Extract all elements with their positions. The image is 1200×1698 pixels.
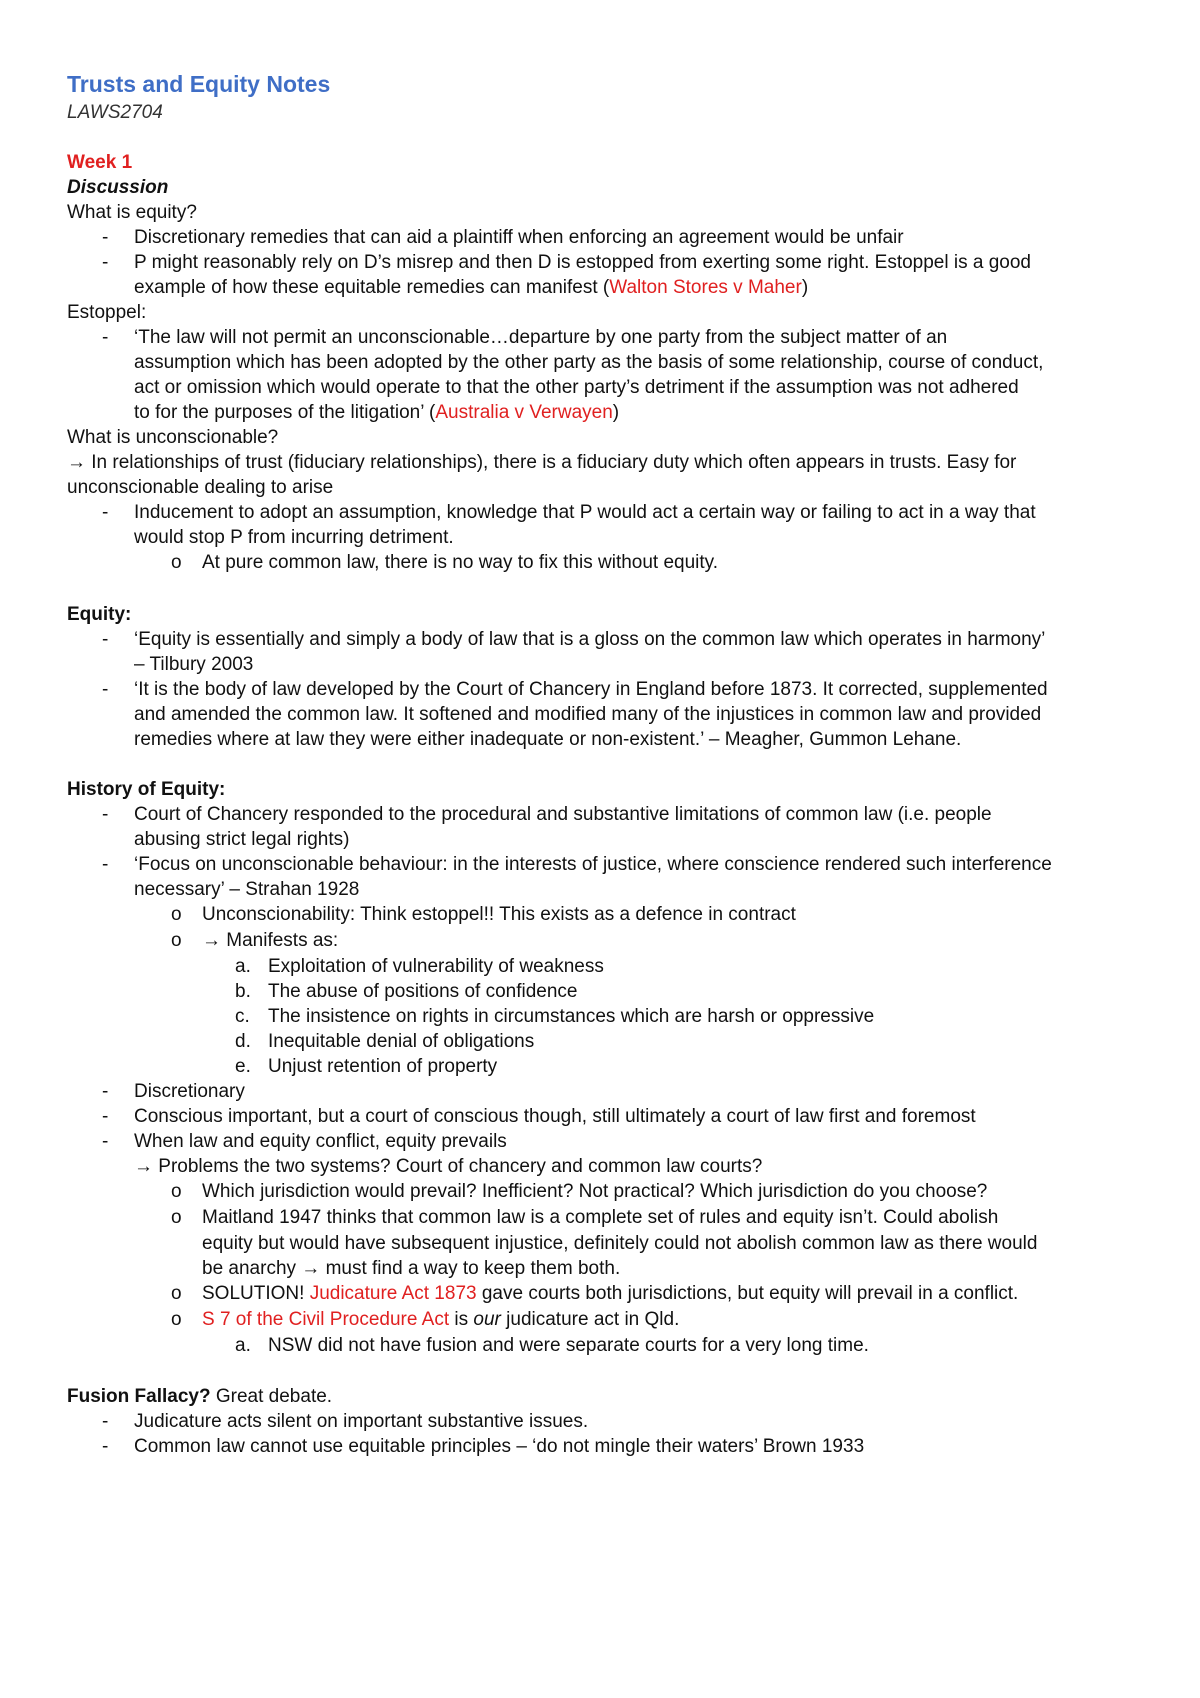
list-item-text: Conscious important, but a court of conscious though, still ultimately a court of law first and foremost [134, 1106, 976, 1127]
list-item-continuation: remedies where at law they were either inadequate or non-existent.’ – Meagher, Gummon Lehane. [134, 729, 962, 750]
list-item-text: Inequitable denial of obligations [268, 1031, 535, 1052]
list-item-continuation: – Tilbury 2003 [134, 654, 254, 675]
list-item-text: ‘The law will not permit an unconscionable…departure by one party from the subject matter of an [134, 327, 948, 348]
list-item-text: Which jurisdiction would prevail? Inefficient? Not practical? Which jurisdiction do you choose? [202, 1181, 988, 1202]
list-item [0, 1080, 1200, 1104]
list-item [0, 628, 1200, 652]
arrow-icon: → [301, 1258, 321, 1279]
list-item [0, 1308, 1200, 1332]
text-run: is [449, 1309, 474, 1330]
list-item [0, 1005, 1200, 1029]
list-item-text [202, 1282, 1018, 1306]
circle-marker: o [171, 1181, 182, 1202]
paragraph-line [67, 451, 1016, 475]
discussion-heading: Discussion [67, 177, 169, 198]
list-item [0, 1282, 1200, 1306]
list-item [0, 251, 1200, 275]
text-run: ) [612, 402, 620, 423]
letter-marker: d. [235, 1031, 251, 1052]
list-item-continuation [134, 1155, 762, 1179]
letter-marker: a. [235, 956, 251, 977]
list-item [0, 1435, 1200, 1459]
list-item-text: Exploitation of vulnerability of weakness [268, 956, 604, 977]
list-item [0, 1030, 1200, 1054]
dash-marker: - [102, 1436, 109, 1457]
dash-marker: - [102, 227, 109, 248]
list-item-continuation: act or omission which would operate to that the other party’s detriment if the assumption was not adhered [134, 377, 1019, 398]
dash-marker: - [102, 327, 109, 348]
list-item [0, 1130, 1200, 1154]
circle-marker: o [171, 1207, 182, 1228]
list-item-text: ‘Equity is essentially and simply a body of law that is a gloss on the common law which operates in harmony’ [134, 629, 1046, 650]
list-item-text [202, 1308, 679, 1332]
dash-marker: - [102, 854, 109, 875]
arrow-icon: → [134, 1156, 153, 1177]
doc-title: Trusts and Equity Notes [67, 71, 331, 97]
list-item [0, 501, 1200, 525]
list-item [0, 1055, 1200, 1079]
dash-marker: - [102, 1411, 109, 1432]
list-item-text: Court of Chancery responded to the procedural and substantive limitations of common law (i.e. people [134, 804, 992, 825]
statute-citation: S 7 of the Civil Procedure Act [202, 1309, 450, 1330]
paragraph-line: unconscionable dealing to arise [67, 477, 334, 498]
dash-marker: - [102, 679, 109, 700]
case-citation: Australia v Verwayen [435, 402, 613, 423]
dash-marker: - [102, 1131, 109, 1152]
list-item [0, 803, 1200, 827]
list-item [0, 903, 1200, 927]
list-item [0, 955, 1200, 979]
list-item-text: Unjust retention of property [268, 1056, 498, 1077]
list-item [0, 1206, 1200, 1230]
equity-heading: Equity: [67, 604, 132, 625]
circle-marker: o [171, 904, 182, 925]
circle-marker: o [171, 930, 182, 951]
week-heading: Week 1 [67, 152, 133, 173]
letter-marker: c. [235, 1006, 250, 1027]
letter-marker: a. [235, 1335, 251, 1356]
case-citation: Walton Stores v Maher [609, 277, 802, 298]
dash-marker: - [102, 804, 109, 825]
text-run: be anarchy [202, 1258, 302, 1279]
arrow-icon: → [202, 930, 221, 951]
list-item [0, 326, 1200, 350]
list-item [0, 678, 1200, 702]
list-item-continuation: would stop P from incurring detriment. [134, 527, 454, 548]
list-item [0, 226, 1200, 250]
letter-marker: b. [235, 981, 251, 1002]
list-item-text: Common law cannot use equitable principles – ‘do not mingle their waters’ Brown 1933 [134, 1436, 865, 1457]
text-run: Manifests as: [221, 930, 339, 951]
dash-marker: - [102, 629, 109, 650]
what-is-equity-question: What is equity? [67, 202, 197, 223]
list-item-continuation: equity but would have subsequent injustice, definitely could not abolish common law as there would [202, 1233, 1038, 1254]
list-item [0, 980, 1200, 1004]
list-item-continuation: necessary’ – Strahan 1928 [134, 879, 360, 900]
history-heading: History of Equity: [67, 779, 226, 800]
list-item-text: ‘It is the body of law developed by the Court of Chancery in England before 1873. It corrected, supplemented [134, 679, 1048, 700]
dash-marker: - [102, 252, 109, 273]
heading-text: Fusion Fallacy? [67, 1386, 211, 1407]
text-run: gave courts both jurisdictions, but equity will prevail in a conflict. [476, 1283, 1019, 1304]
list-item [0, 853, 1200, 877]
dash-marker: - [102, 502, 109, 523]
text-run: In relationships of trust (fiduciary relationships), there is a fiduciary duty which often appears in trusts. Easy for [86, 452, 1017, 473]
circle-marker: o [171, 1309, 182, 1330]
circle-marker: o [171, 1283, 182, 1304]
list-item-continuation: abusing strict legal rights) [134, 829, 350, 850]
list-item-continuation: and amended the common law. It softened and modified many of the injustices in common law and provided [134, 704, 1042, 725]
list-item-text: Judicature acts silent on important substantive issues. [134, 1411, 589, 1432]
what-is-unconscionable-question: What is unconscionable? [67, 427, 279, 448]
list-item-continuation: assumption which has been adopted by the other party as the basis of some relationship, course of conduct, [134, 352, 1044, 373]
estoppel-label: Estoppel: [67, 302, 147, 323]
list-item-continuation [202, 1257, 620, 1281]
list-item-text: Unconscionability: Think estoppel!! This exists as a defence in contract [202, 904, 796, 925]
text-run: ) [801, 277, 809, 298]
arrow-icon: → [67, 452, 86, 473]
dash-marker: - [102, 1106, 109, 1127]
circle-marker: o [171, 552, 182, 573]
text-run: Great debate. [210, 1386, 333, 1407]
list-item-text: Discretionary [134, 1081, 245, 1102]
text-run: SOLUTION! [202, 1283, 310, 1304]
list-item-text: At pure common law, there is no way to fix this without equity. [202, 552, 719, 573]
text-run: example of how these equitable remedies can manifest ( [134, 277, 610, 298]
list-item [0, 1180, 1200, 1204]
dash-marker: - [102, 1081, 109, 1102]
list-item-text: The abuse of positions of confidence [268, 981, 578, 1002]
list-item-continuation [134, 401, 619, 425]
list-item [0, 1334, 1200, 1358]
emphasis-text: our [473, 1309, 501, 1330]
list-item-text: P might reasonably rely on D’s misrep and then D is estopped from exerting some right. Estoppel is a good [134, 252, 1031, 273]
list-item [0, 551, 1200, 575]
list-item-text: When law and equity conflict, equity prevails [134, 1131, 507, 1152]
letter-marker: e. [235, 1056, 251, 1077]
text-run: must find a way to keep them both. [320, 1258, 621, 1279]
list-item-text: Inducement to adopt an assumption, knowledge that P would act a certain way or failing to act in a way that [134, 502, 1036, 523]
list-item-text: Discretionary remedies that can aid a plaintiff when enforcing an agreement would be unfair [134, 227, 904, 248]
statute-citation: Judicature Act 1873 [309, 1283, 477, 1304]
text-run: Problems the two systems? Court of chancery and common law courts? [153, 1156, 763, 1177]
list-item-text: ‘Focus on unconscionable behaviour: in the interests of justice, where conscience rendered such interference [134, 854, 1052, 875]
list-item-text: The insistence on rights in circumstances which are harsh or oppressive [268, 1006, 875, 1027]
list-item-text: NSW did not have fusion and were separate courts for a very long time. [268, 1335, 869, 1356]
list-item [0, 1105, 1200, 1129]
text-run: to for the purposes of the litigation’ ( [134, 402, 436, 423]
list-item-continuation [134, 276, 808, 300]
text-run: judicature act in Qld. [500, 1309, 680, 1330]
list-item-text [202, 929, 338, 953]
course-code: LAWS2704 [67, 102, 163, 123]
list-item-text: Maitland 1947 thinks that common law is a complete set of rules and equity isn’t. Could abolish [202, 1207, 999, 1228]
list-item [0, 929, 1200, 953]
list-item [0, 1410, 1200, 1434]
fusion-fallacy-heading [67, 1385, 332, 1409]
